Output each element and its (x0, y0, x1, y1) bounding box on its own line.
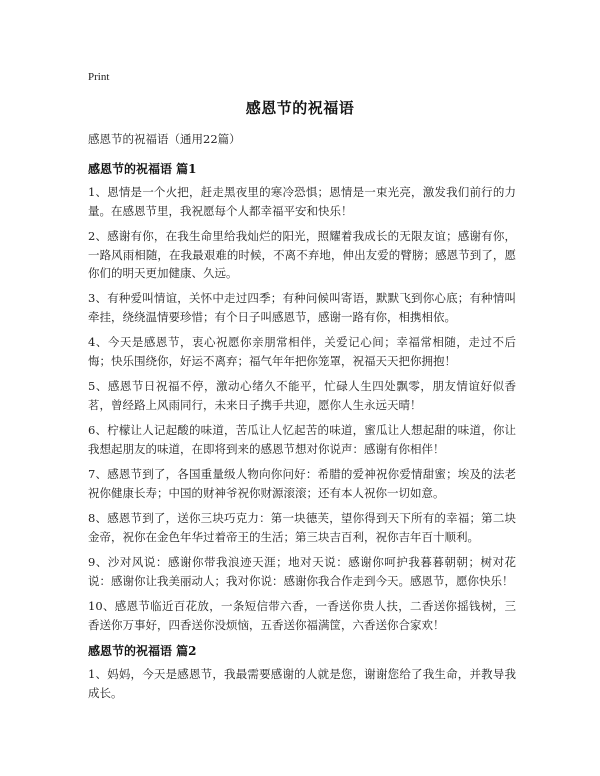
print-label: Print (88, 71, 110, 83)
paragraph: 8、感恩节到了，送你三块巧克力：第一块德芙，望你得到天下所有的幸福；第二块金帝，祝你在金色年华过着帝王的生活；第三块吉百利，祝你吉年百十顺利。 (88, 511, 516, 544)
document-subtitle: 感恩节的祝福语（通用22篇） (88, 132, 241, 146)
paragraph: 6、柠檬让人记起酸的味道，苦瓜让人忆起苦的味道，蜜瓜让人想起甜的味道，你让我想起朋友的味道，在即将到来的感恩节想对你说声：感谢有你相伴！ (88, 423, 516, 456)
paragraph: 9、沙对风说：感谢你带我浪迹天涯；地对天说：感谢你呵护我暮暮朝朝；树对花说：感谢你让我美丽动人；我对你说：感谢你我合作走到今天。感恩节，愿你快乐！ (88, 555, 516, 588)
page-title: 感恩节的祝福语 (245, 99, 355, 117)
paragraph: 5、感恩节日祝福不停，激动心绪久不能平，忙碌人生四处飘零，朋友情谊好似香茗，曾经路上风雨同行，未来日子携手共迎，愿你人生永远天晴！ (88, 379, 516, 412)
paragraph: 1、恩情是一个火把，赶走黑夜里的寒冷恐惧；恩情是一束光亮，激发我们前行的力量。在感恩节里，我祝愿每个人都幸福平安和快乐！ (88, 185, 516, 218)
paragraph: 4、今天是感恩节，衷心祝愿你亲朋常相伴，关爱记心间；幸福常相随，走过不后悔；快乐围绕你，好运不离弃；福气年年把你笼罩，祝福天天把你拥抱！ (88, 335, 516, 368)
paragraph: 7、感恩节到了，各国重量级人物向你问好：希腊的爱神祝你爱情甜蜜；埃及的法老祝你健康长寿；中国的财神爷祝你财源滚滚；还有本人祝你一切如意。 (88, 467, 516, 500)
paragraph: 2、感谢有你，在我生命里给我灿烂的阳光，照耀着我成长的无限友谊；感谢有你，一路风雨相随，在我最艰难的时候，不离不弃地，伸出友爱的臂膀；感恩节到了，愿你们的明天更加健康、久远。 (88, 229, 516, 280)
paragraph: 1、妈妈，今天是感恩节，我最需要感谢的人就是您，谢谢您给了我生命，并教导我成长。 (88, 667, 516, 700)
paragraph: 3、有种爱叫情谊，关怀中走过四季；有种问候叫寄语，默默飞到你心底；有种情叫牵挂，绕绕温情要珍惜；有个日子叫感恩节，感谢一路有你，相携相依。 (88, 291, 516, 324)
paragraph: 10、感恩节临近百花放，一条短信带六香，一香送你贵人扶，二香送你摇钱树，三香送你万事好，四香送你没烦恼，五香送你福满筐，六香送你合家欢！ (88, 599, 516, 632)
section-heading: 感恩节的祝福语 篇1 (88, 162, 197, 176)
section-heading: 感恩节的祝福语 篇2 (88, 644, 197, 658)
